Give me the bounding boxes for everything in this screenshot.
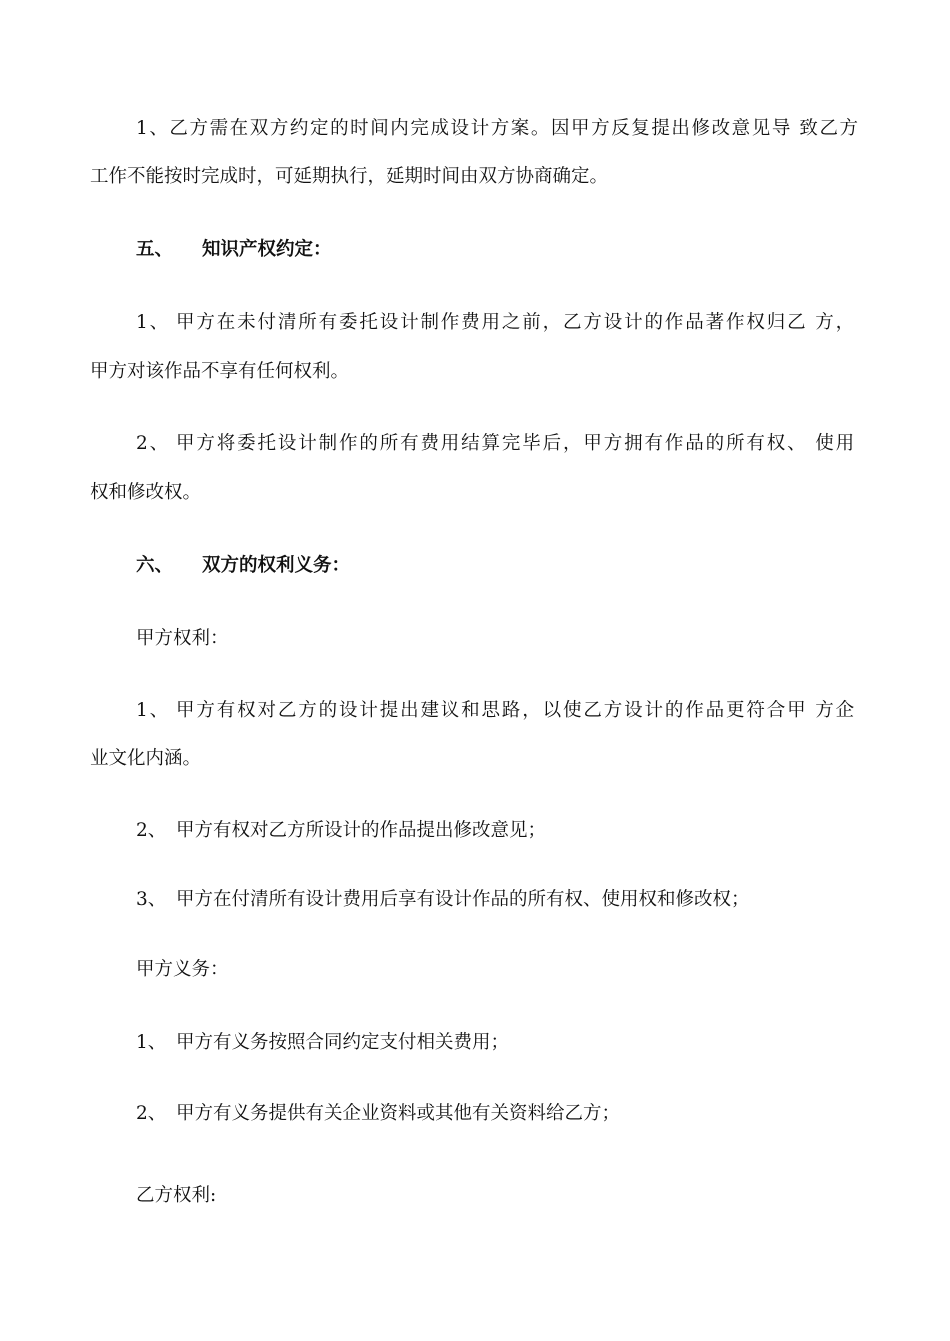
item-number: 1、 [136, 1032, 167, 1053]
section-number: 五、 [136, 239, 174, 260]
item-number: 2、 [136, 433, 171, 454]
party-a-rights-item-3 [136, 887, 750, 913]
item-number: 1、 [136, 312, 171, 333]
ip-item-1-line2: 甲方对该作品不享有任何权利。 [90, 361, 350, 382]
item-number: 1、 [136, 700, 171, 721]
paragraph-delay-line2: 工作不能按时完成时，可延期执行，延期时间由双方协商确定。 [90, 166, 609, 187]
ip-item-2-line1 [136, 431, 856, 457]
party-a-duties-heading: 甲方义务： [136, 959, 229, 980]
item-text: 甲方将委托设计制作的所有费用结算完毕后，甲方拥有作品的所有权、 使用 [176, 433, 856, 454]
section-title: 知识产权约定： [202, 239, 332, 260]
item-text: 甲方在未付清所有委托设计制作费用之前，乙方设计的作品著作权归乙 方， [176, 312, 856, 333]
party-a-duties-item-1 [136, 1030, 509, 1056]
ip-item-1-line1 [136, 310, 856, 336]
party-a-rights-item-1-line1 [136, 698, 856, 724]
item-text: 甲方有义务按照合同约定支付相关费用； [176, 1032, 510, 1053]
item-number: 2、 [136, 1103, 167, 1124]
ip-item-2-line2: 权和修改权。 [90, 482, 202, 503]
section-number: 六、 [136, 555, 174, 576]
party-a-rights-item-2 [136, 818, 546, 844]
party-a-rights-heading: 甲方权利： [136, 628, 229, 649]
item-text: 甲方有权对乙方的设计提出建议和思路，以使乙方设计的作品更符合甲 方企 [176, 700, 856, 721]
item-text: 甲方在付清所有设计费用后享有设计作品的所有权、使用权和修改权； [176, 889, 750, 910]
section-heading-rights [136, 553, 350, 579]
paragraph-delay-line1: 1、乙方需在双方约定的时间内完成设计方案。因甲方反复提出修改意见导 致乙方 [136, 118, 860, 139]
item-number: 2、 [136, 820, 167, 841]
item-text: 甲方有权对乙方所设计的作品提出修改意见； [176, 820, 547, 841]
item-number: 3、 [136, 889, 167, 910]
party-a-duties-item-2 [136, 1101, 620, 1127]
party-a-rights-item-1-line2: 业文化内涵。 [90, 748, 202, 769]
item-text: 甲方有义务提供有关企业资料或其他有关资料给乙方； [176, 1103, 621, 1124]
party-b-rights-heading: 乙方权利: [136, 1185, 217, 1206]
section-heading-ip [136, 237, 332, 263]
section-title: 双方的权利义务： [202, 555, 351, 576]
